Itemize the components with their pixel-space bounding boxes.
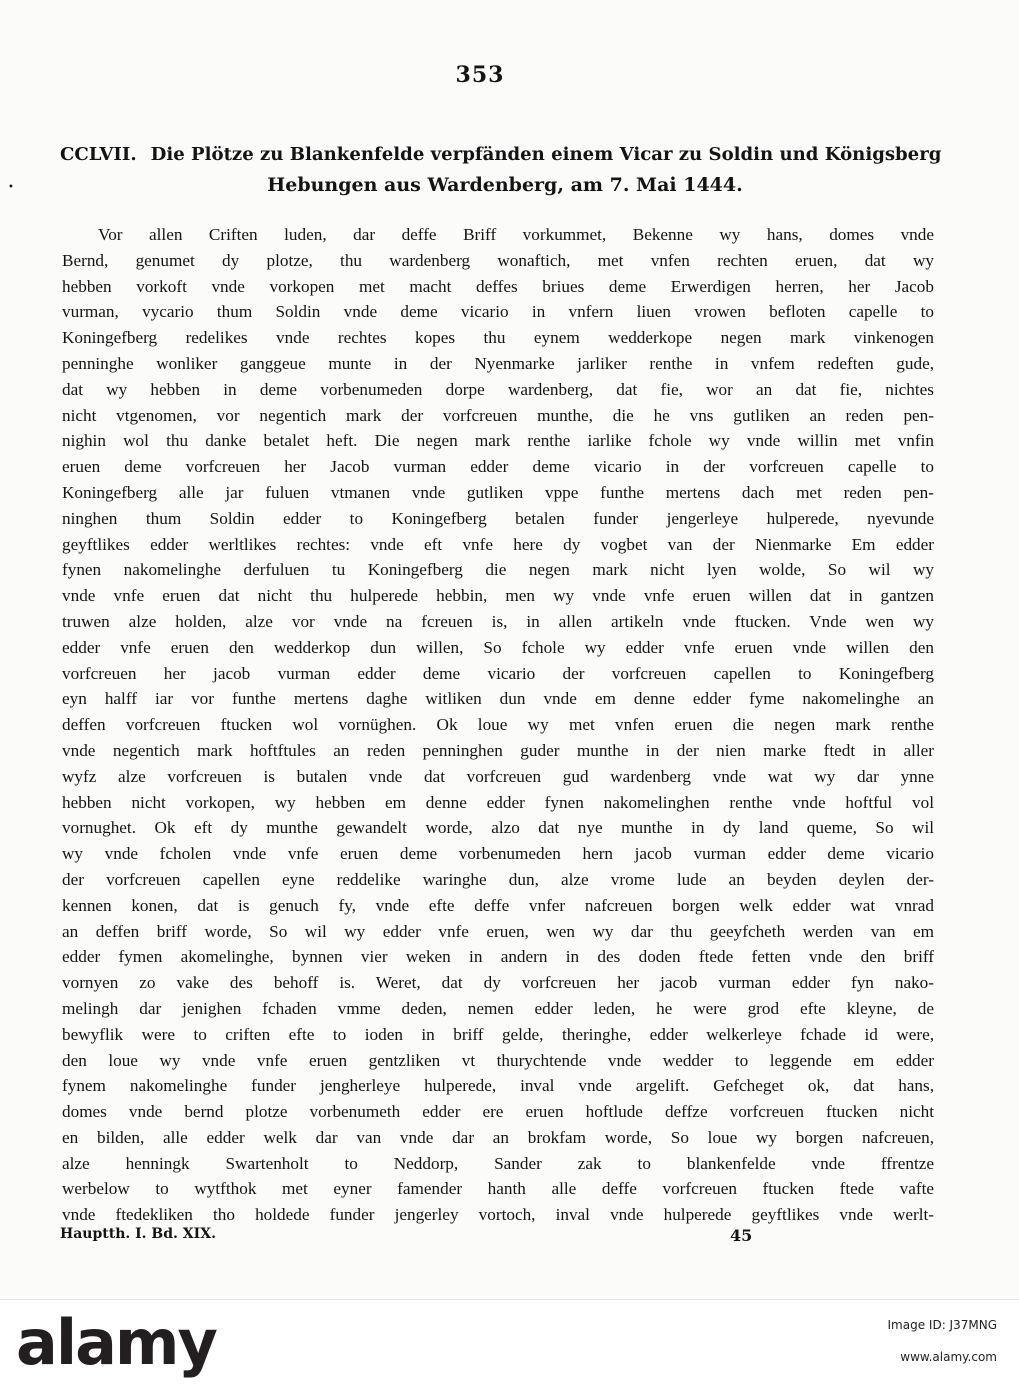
body-line: wy vnde fcholen vnde vnfe eruen deme vorbenumeden hern jacob vurman edder deme vicario	[62, 844, 934, 864]
scan-mark: •	[8, 182, 14, 193]
body-line: wyfz alze vorfcreuen is butalen vnde dat vorfcreuen gud wardenberg vnde wat wy dar ynne	[62, 766, 934, 786]
page-footer	[60, 1226, 940, 1248]
body-line: edder fymen akomelinghe, bynnen vier weken in andern in des doden ftede fetten vnde den briff	[62, 947, 934, 967]
footer-sheet-number: 45	[730, 1226, 753, 1245]
body-line: hebben nicht vorkopen, wy hebben em denne edder fynen nakomelinghen renthe vnde hoftful vol	[62, 792, 934, 812]
body-line: fynen nakomelinghe derfuluen tu Koningefberg die negen mark nicht lyen wolde, So wil wy	[62, 560, 934, 580]
body-line: vnde ftedekliken tho holdede funder jengerley vortoch, inval vnde hulperede geyftlikes vnde werlt-	[62, 1205, 934, 1225]
body-line: truwen alze holden, alze vor vnde na fcreuen is, in allen artikeln vnde ftucken. Vnde wen wy	[62, 611, 934, 631]
watermark-bar	[0, 1299, 1019, 1391]
body-line: an deffen briff worde, So wil wy edder vnfe eruen, wen wy dar thu geeyfcheth werden van em	[62, 921, 934, 941]
page-number: 353	[455, 62, 505, 88]
body-line: werbelow to wytfthok met eyner famender hanth alle deffe vorfcreuen ftucken ftede vafte	[62, 1179, 934, 1199]
body-line: penninghe wonliker ganggeue munte in der Nyenmarke jarliker renthe in vnfem redeften gude,	[62, 353, 934, 373]
heading-title: Die Plötze zu Blankenfelde verpfänden einem Vicar zu Soldin und Königsberg	[150, 144, 942, 165]
body-line: deffen vorfcreuen ftucken wol vornüghen. Ok loue wy met vnfen eruen die negen mark renthe	[62, 715, 934, 735]
body-line: nighin wol thu danke betalet heft. Die negen mark renthe iarlike fchole wy vnde willin met vnfin	[62, 431, 934, 451]
body-line: Koningefberg alle jar fuluen vtmanen vnde gutliken vppe funthe mertens dach met reden pen-	[62, 482, 934, 502]
body-line: vornughet. Ok eft dy munthe gewandelt worde, alzo dat nye munthe in dy land queme, So wil	[62, 818, 934, 838]
body-line: dat wy hebben in deme vorbenumeden dorpe wardenberg, dat fie, wor an dat fie, nichtes	[62, 379, 934, 399]
document-body	[62, 222, 934, 1228]
body-line: edder vnfe eruen den wedderkop dun willen, So fchole wy edder vnfe eruen vnde willen den	[62, 637, 934, 657]
heading-number: CCLVII.	[60, 144, 137, 165]
heading-line-2: Hebungen aus Wardenberg, am 7. Mai 1444.	[267, 174, 743, 196]
body-line: der vorfcreuen capellen eyne reddelike waringhe dun, alze vrome lude an beyden deylen der-	[62, 869, 934, 889]
body-line: alze henningk Swartenholt to Neddorp, Sander zak to blankenfelde vnde ffrentze	[62, 1153, 934, 1173]
body-line: domes vnde bernd plotze vorbenumeth edder ere eruen hoftlude deffze vorfcreuen ftucken nicht	[62, 1102, 934, 1122]
body-line: Bernd, genumet dy plotze, thu wardenberg wonaftich, met vnfen rechten eruen, dat wy	[62, 250, 934, 270]
body-line: nicht vtgenomen, vor negentich mark der vorfcreuen munthe, die he vns gutliken an reden pen-	[62, 405, 934, 425]
body-line: vurman, vycario thum Soldin vnde deme vicario in vnfern liuen vrowen befloten capelle to	[62, 302, 934, 322]
body-line: vnde negentich mark hoftftules an reden penninghen guder munthe in der nien marke ftedt in aller	[62, 740, 934, 760]
image-id: Image ID: J37MNG	[887, 1318, 997, 1332]
body-line: den loue wy vnde vnfe eruen gentzliken vt thurychtende vnde wedder to leggende em edder	[62, 1050, 934, 1070]
body-line: vnde vnfe eruen dat nicht thu hulperede hebbin, men wy vnde vnfe eruen willen dat in gantzen	[62, 586, 934, 606]
body-line: vorfcreuen her jacob vurman edder deme vicario der vorfcreuen capellen to Koningefberg	[62, 663, 934, 683]
body-line: eyn halff iar vor funthe mertens daghe witliken dun vnde em denne edder fyme nakomelinghe an	[62, 689, 934, 709]
body-line: en bilden, alle edder welk dar van vnde dar an brokfam worde, So loue wy borgen nafcreuen,	[62, 1127, 934, 1147]
body-line: eruen deme vorfcreuen her Jacob vurman edder deme vicario in der vorfcreuen capelle to	[62, 457, 934, 477]
body-line: Koningefberg redelikes vnde rechtes kopes thu eynem wedderkope negen mark vinkenogen	[62, 328, 934, 348]
body-line: melingh dar jenighen fchaden vmme deden, nemen edder leden, he were grod efte kleyne, de	[62, 998, 934, 1018]
body-line: geyftlikes edder werltlikes rechtes: vnde eft vnfe here dy vogbet van der Nienmarke Em edder	[62, 534, 934, 554]
body-line: fynem nakomelinghe funder jengherleye hulperede, inval vnde argelift. Gefcheget ok, dat hans,	[62, 1076, 934, 1096]
body-line: ninghen thum Soldin edder to Koningefberg betalen funder jengerleye hulperede, nyevunde	[62, 508, 934, 528]
document-heading	[60, 140, 950, 200]
body-line: kennen konen, dat is genuch fy, vnde efte deffe vnfer nafcreuen borgen welk edder wat vnrad	[62, 895, 934, 915]
footer-signature: Hauptth. I. Bd. XIX.	[60, 1226, 216, 1242]
alamy-logo: alamy	[16, 1306, 216, 1379]
body-line: bewyflik were to criften efte to ioden in briff gelde, theringhe, edder welkerleye fchade id were,	[62, 1024, 934, 1044]
heading-line-1	[60, 140, 950, 170]
body-line: Vor allen Criften luden, dar deffe Briff vorkummet, Bekenne wy hans, domes vnde	[98, 225, 934, 244]
body-line: hebben vorkoft vnde vorkopen met macht deffes briues deme Erwerdigen herren, her Jacob	[62, 276, 934, 296]
body-line: vornyen zo vake des behoff is. Weret, dat dy vorfcreuen her jacob vurman edder fyn nako-	[62, 973, 934, 993]
image-site: www.alamy.com	[900, 1350, 997, 1364]
